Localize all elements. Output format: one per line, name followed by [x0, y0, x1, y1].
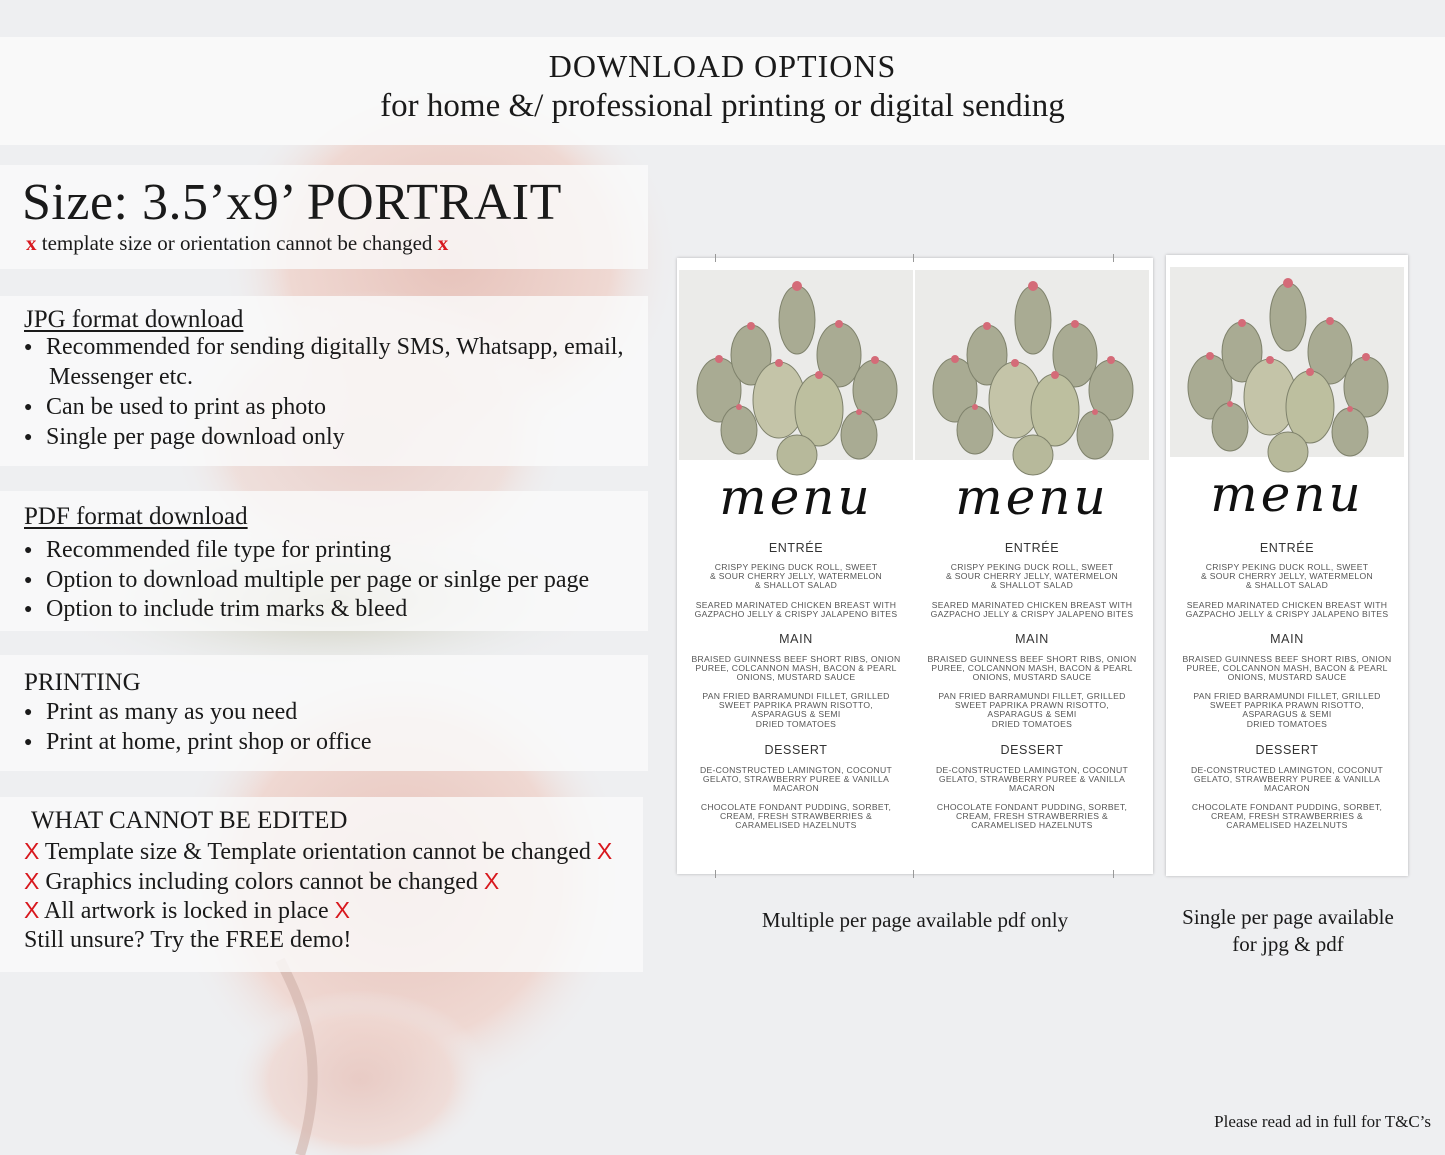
list-item: ● Single per page download only [24, 424, 345, 450]
trim-mark [913, 254, 914, 262]
x-mark-icon: X [483, 868, 500, 894]
x-mark-icon: X [24, 868, 40, 894]
list-item-continuation: Messenger etc. [49, 364, 193, 390]
single-caption-line: for jpg & pdf [1232, 932, 1344, 956]
list-item: X Template size & Template orientation cannot be changed X [24, 838, 613, 865]
menu-dish: PAN FRIED BARRAMUNDI FILLET, GRILLED SWEET PAPRIKA PRAWN RISOTTO, ASPARAGUS & SEMI DRIED TOMATOES [938, 691, 1126, 729]
x-mark-icon: X [334, 897, 350, 923]
jpg-heading: JPG format download [24, 306, 244, 333]
menu-section-dessert: DESSERT [764, 743, 828, 757]
menu-section-main: MAIN [1270, 632, 1304, 646]
menu-section-entree: ENTRÉE [768, 541, 824, 555]
size-headline: Size: 3.5’x9’ PORTRAIT [22, 174, 562, 231]
menu-dish: CHOCOLATE FONDANT PUDDING, SORBET, CREAM, FRESH STRAWBERRIES & CARAMELISED HAZELNUTS [936, 802, 1128, 831]
menu-dish: SEARED MARINATED CHICKEN BREAST WITH GAZPACHO JELLY & CRISPY JALAPENO BITES [930, 600, 1134, 620]
menu-section-main: MAIN [779, 632, 813, 646]
menu-dish: DE-CONSTRUCTED LAMINGTON, COCONUT GELATO, STRAWBERRY PUREE & VANILLA MACARON [935, 765, 1129, 794]
bullet-icon: ● [24, 543, 33, 558]
list-item: X All artwork is locked in place X [24, 897, 350, 924]
menu-title: menu [1210, 465, 1364, 523]
menu-card [915, 258, 1149, 874]
list-item: ● Print at home, print shop or office [24, 729, 372, 755]
bullet-icon: ● [24, 735, 33, 750]
menu-section-dessert: DESSERT [1000, 743, 1064, 757]
printing-panel [0, 655, 648, 771]
menu-card [679, 258, 913, 874]
x-mark-icon: x [437, 231, 449, 255]
list-item: ● Print as many as you need [24, 699, 298, 725]
list-item: ● Recommended for sending digitally SMS, Whatsapp, email, [24, 334, 624, 360]
list-item: ● Option to include trim marks & bleed [24, 596, 408, 622]
menu-dish: CHOCOLATE FONDANT PUDDING, SORBET, CREAM, FRESH STRAWBERRIES & CARAMELISED HAZELNUTS [1191, 802, 1383, 831]
pdf-panel [0, 491, 648, 631]
size-panel [0, 165, 648, 269]
menu-dish: SEARED MARINATED CHICKEN BREAST WITH GAZPACHO JELLY & CRISPY JALAPENO BITES [1185, 600, 1389, 620]
menu-section-dessert: DESSERT [1255, 743, 1319, 757]
menu-section-entree: ENTRÉE [1259, 541, 1315, 555]
cactus-illustration [1170, 257, 1404, 477]
menu-dish: BRAISED GUINNESS BEEF SHORT RIBS, ONION PUREE, COLCANNON MASH, BACON & PEARL ONIONS, MUSTARD SAUCE [927, 654, 1137, 683]
pdf-heading: PDF format download [24, 503, 248, 530]
printing-heading: PRINTING [24, 669, 141, 696]
menu-title: menu [719, 468, 873, 526]
x-mark-icon: X [596, 838, 613, 864]
x-mark-icon: X [24, 897, 40, 923]
menu-dish: PAN FRIED BARRAMUNDI FILLET, GRILLED SWEET PAPRIKA PRAWN RISOTTO, ASPARAGUS & SEMI DRIED TOMATOES [702, 691, 890, 729]
not-editable-heading: WHAT CANNOT BE EDITED [31, 807, 348, 834]
menu-dish: BRAISED GUINNESS BEEF SHORT RIBS, ONION PUREE, COLCANNON MASH, BACON & PEARL ONIONS, MUSTARD SAUCE [691, 654, 901, 683]
x-mark-icon: x [26, 231, 37, 255]
list-item: ● Option to download multiple per page or sinlge per page [24, 567, 590, 593]
footer-note: Please read ad in full for T&C’s [1214, 1112, 1431, 1131]
bullet-icon: ● [24, 400, 33, 415]
bullet-icon: ● [24, 705, 33, 720]
closing-text: Still unsure? Try the FREE demo! [24, 927, 352, 953]
menu-dish: CRISPY PEKING DUCK ROLL, SWEET & SOUR CHERRY JELLY, WATERMELON & SHALLOT SALAD [946, 562, 1118, 591]
menu-card [1170, 255, 1404, 876]
multi-per-page-preview [677, 258, 1153, 874]
bullet-icon: ● [24, 573, 33, 588]
bullet-icon: ● [24, 430, 33, 445]
menu-dish: CHOCOLATE FONDANT PUDDING, SORBET, CREAM, FRESH STRAWBERRIES & CARAMELISED HAZELNUTS [700, 802, 892, 831]
list-item: ● Can be used to print as photo [24, 394, 326, 420]
x-mark-icon: X [24, 838, 40, 864]
menu-dish: DE-CONSTRUCTED LAMINGTON, COCONUT GELATO, STRAWBERRY PUREE & VANILLA MACARON [699, 765, 893, 794]
single-per-page-preview [1166, 255, 1408, 876]
menu-dish: CRISPY PEKING DUCK ROLL, SWEET & SOUR CHERRY JELLY, WATERMELON & SHALLOT SALAD [1201, 562, 1373, 591]
banner-subtitle: for home &/ professional printing or digital sending [380, 88, 1065, 124]
bullet-icon: ● [24, 340, 33, 355]
list-item: X Graphics including colors cannot be changed X [24, 868, 500, 895]
cactus-illustration [915, 260, 1149, 480]
menu-title: menu [955, 468, 1109, 526]
list-item: ● Recommended file type for printing [24, 537, 392, 563]
menu-dish: PAN FRIED BARRAMUNDI FILLET, GRILLED SWEET PAPRIKA PRAWN RISOTTO, ASPARAGUS & SEMI DRIED TOMATOES [1193, 691, 1381, 729]
menu-section-main: MAIN [1015, 632, 1049, 646]
multi-caption: Multiple per page available pdf only [761, 908, 1069, 932]
cactus-illustration [679, 260, 913, 480]
single-caption-line: Single per page available [1182, 905, 1394, 929]
bullet-icon: ● [24, 602, 33, 617]
size-note [26, 231, 448, 256]
trim-mark [913, 870, 914, 878]
download-options-banner [0, 37, 1445, 145]
menu-dish: DE-CONSTRUCTED LAMINGTON, COCONUT GELATO, STRAWBERRY PUREE & VANILLA MACARON [1190, 765, 1384, 794]
menu-dish: BRAISED GUINNESS BEEF SHORT RIBS, ONION PUREE, COLCANNON MASH, BACON & PEARL ONIONS, MUSTARD SAUCE [1182, 654, 1392, 683]
single-caption [1150, 904, 1426, 958]
jpg-panel [0, 296, 648, 466]
not-editable-panel [0, 797, 643, 972]
size-note-text: template size or orientation cannot be changed [41, 231, 433, 255]
banner-title: DOWNLOAD OPTIONS [548, 48, 897, 84]
menu-dish: SEARED MARINATED CHICKEN BREAST WITH GAZPACHO JELLY & CRISPY JALAPENO BITES [694, 600, 898, 620]
menu-dish: CRISPY PEKING DUCK ROLL, SWEET & SOUR CHERRY JELLY, WATERMELON & SHALLOT SALAD [710, 562, 882, 591]
menu-section-entree: ENTRÉE [1004, 541, 1060, 555]
